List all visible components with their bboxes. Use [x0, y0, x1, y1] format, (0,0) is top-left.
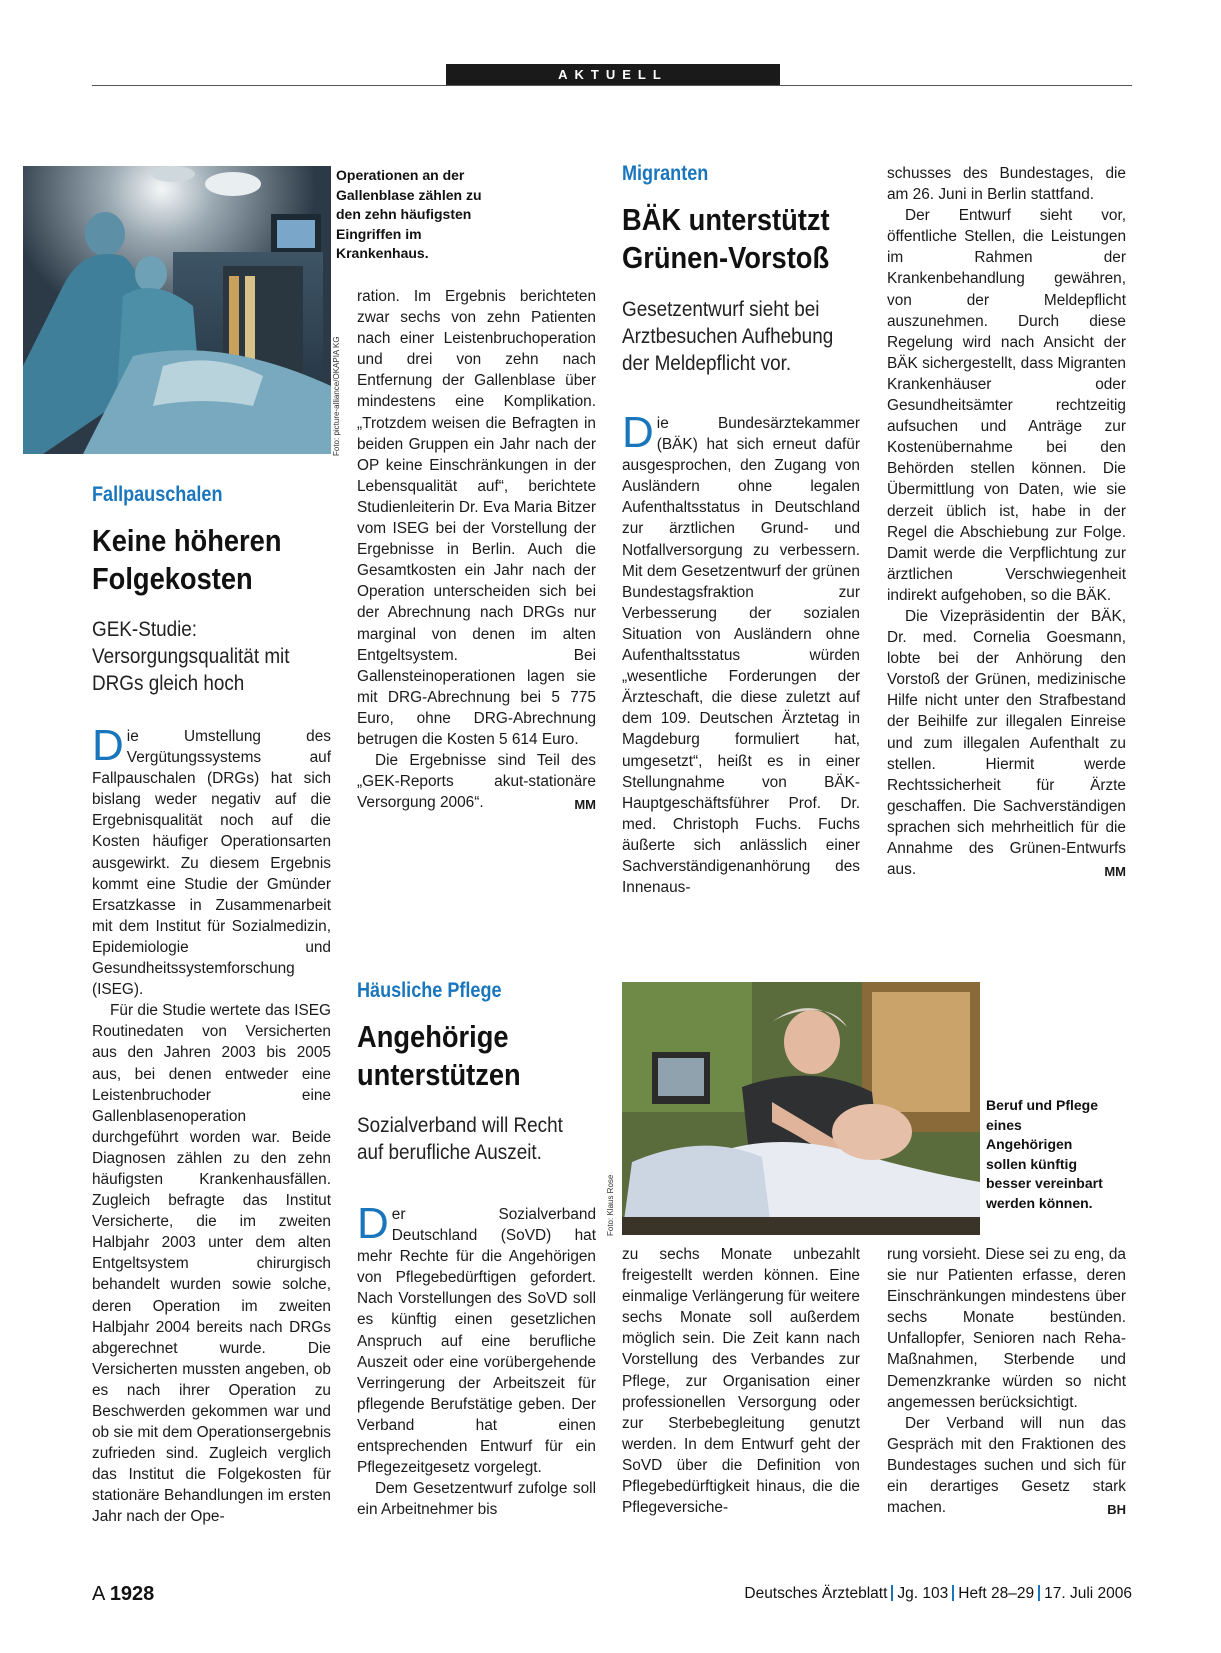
article-column — [622, 408, 860, 898]
footer-separator — [891, 1585, 893, 1601]
subhead: Gesetzentwurf sieht bei Arztbesuchen Aufhebung der Meldepflicht vor. — [622, 298, 834, 375]
article-paragraph: Die Ergebnisse sind Teil des „GEK-Reports akut-stationäre Versorgung 2006“. — [357, 752, 596, 812]
page-number-value: 1928 — [109, 1583, 155, 1605]
article-column — [887, 1244, 1126, 1520]
article-paragraph: schusses des Bundestages, die am 26. Juni in Berlin stattfand. — [887, 165, 1126, 204]
author-signature: MM — [1104, 864, 1126, 880]
headline: Keine höheren Folgekosten — [92, 523, 282, 596]
drop-cap: D — [622, 408, 654, 457]
photo-caption: Operationen an der Gallenblase zählen zu den zehn häufigsten Eingriffen im Krankenhaus. — [336, 167, 482, 261]
drop-cap: D — [92, 721, 124, 770]
subhead: Sozialverband will Recht auf berufliche Auszeit. — [357, 1114, 563, 1164]
article-paragraph: ration. Im Ergebnis berichteten zwar sechs von zehn Patienten nach einer Leistenbruchoperation und drei von zehn nach Entfernung der Gallenblase über mindestens eine Komplikation. „Trotzdem weisen die Befragten in beiden Gruppen ein Jahr nach der OP keine Einschränkungen in der Lebensqualität auf“, berichtete Studienleiterin Dr. Eva Maria Bitzer vom ISEG bei der Vorstellung der Ergebnisse in Berlin. Auch die Gesamtkosten ein Jahr nach der Operation unterscheiden sich bei der Abrechnung nach DRGs nur marginal von denen im alten Entgeltsystem. Bei Gallensteinoperationen lagen sie mit DRG-Abrechnung bei 5 775 Euro, ohne DRG-Abrechnung betrugen die Kosten 5 614 Euro. — [357, 288, 596, 748]
subhead: GEK-Studie: Versorgungsqualität mit DRGs gleich hoch — [92, 618, 290, 695]
section-label: AKTUELL — [446, 64, 780, 86]
article-column — [622, 1244, 860, 1518]
photo-caption: Beruf und Pflege eines Angehörigen sollen künftig besser vereinbart werden können. — [986, 1097, 1103, 1211]
author-signature: BH — [1107, 1502, 1126, 1518]
kicker: Migranten — [622, 162, 709, 185]
headline: Angehörige unterstützen — [357, 1019, 521, 1092]
photo-credit: Foto: Klaus Rose — [606, 1174, 615, 1236]
footer-separator — [952, 1585, 954, 1601]
article-paragraph: ie Umstellung des Vergütungssystems auf Fallpauschalen (DRGs) hat sich bislang weder negativ auf die Ergebnisqualität noch auf die Kosten häufiger Operationsarten ausgewirkt. Zu diesem Ergebnis kommt eine Studie der Gmünder Ersatzkasse in Zusammenarbeit mit dem Institut für Sozialmedizin, Epidemiologie und Gesundheitssystemforschung (ISEG). — [92, 728, 331, 999]
surgery-photo — [23, 166, 331, 454]
drop-cap: D — [357, 1199, 389, 1248]
article-paragraph: er Sozialverband Deutschland (SoVD) hat mehr Rechte für die Angehörigen von Pflegebedürftigen gefordert. Nach Vorstellungen des SoVD soll es künftig einen gesetzlichen Anspruch auf eine berufliche Auszeit oder eine vorübergehende Verringerung der Arbeitszeit für pflegende Berufstätige geben. Der Verband hat einen entsprechenden Entwurf für ein Pflegezeitgesetz vorgelegt. — [357, 1206, 596, 1477]
footer-separator — [1038, 1585, 1040, 1601]
journal-issue: Heft 28–29 — [958, 1585, 1035, 1602]
journal-footer — [744, 1585, 1132, 1603]
journal-date: 17. Juli 2006 — [1044, 1585, 1132, 1602]
article-paragraph: Der Verband will nun das Gespräch mit den Fraktionen des Bundestages suchen und sich für ein derartiges Gesetz stark machen. — [887, 1414, 1126, 1517]
photo-credit: Foto: picture-alliance/OKAPIA KG — [332, 336, 341, 456]
page-number — [92, 1583, 154, 1606]
article-column — [357, 1199, 596, 1520]
journal-name: Deutsches Ärzteblatt — [744, 1585, 888, 1602]
article-paragraph: rung vorsieht. Diese sei zu eng, da sie nur Patienten erfasse, deren Einschränkungen mindestens über sechs Monate bestünden. Unfallopfer, Senioren nach Reha-Maßnahmen, Sterbende und Demenzkranke würden so nicht angemessen berücksichtigt. — [887, 1246, 1126, 1411]
article-paragraph: Dem Gesetzentwurf zufolge soll ein Arbeitnehmer bis — [357, 1480, 596, 1519]
article-paragraph: zu sechs Monate unbezahlt freigestellt werden können. Eine einmalige Verlängerung für weitere sechs Monate soll außerdem möglich sein. Die Zeit kann nach Vorstellung des Verbandes zur Pflege, zur Organisation einer professionellen Versorgung oder zur Sterbebegleitung genutzt werden. In dem Entwurf geht der SoVD über die Definition von Pflegebedürftigkeit hinaus, die die Pflegeversiche- — [622, 1246, 860, 1517]
article-paragraph: Für die Studie wertete das ISEG Routinedaten von Versicherten aus den Jahren 2003 bis 2005 aus, bei denen entweder eine Leistenbruchoder eine Gallenblasenoperation durchgeführt worden war. Beide Diagnosen zählen zu den zehn häufigsten Krankenhausfällen. Zugleich befragte das Institut Versicherte, die im zweiten Halbjahr 2003 unter dem alten Entgeltsystem chirurgisch behandelt wurden sowie solche, deren Operation im zweiten Halbjahr 2004 bereits nach DRGs abgerechnet wurde. Die Versicherten mussten angeben, ob es nach ihrer Operation zu Beschwerden gekommen war und ob sie mit dem Operationsergebnis zufrieden sind. Zugleich verglich das Institut die Folgekosten für stationäre Behandlungen im ersten Jahr nach der Ope- — [92, 1002, 331, 1526]
article-paragraph: Die Vizepräsidentin der BÄK, Dr. med. Cornelia Goesmann, lobte bei der Anhörung den Vorstoß der Grünen, medizinische Hilfe nicht unter den Strafbestand der Beihilfe zur illegalen Einreise und zum illegalen Aufenthalt zu stellen. Hiermit werde Rechtssicherheit für Ärzte geschaffen. Die Sachverständigen sprachen sich mehrheitlich für die Annahme des Grünen-Entwurfs aus. — [887, 607, 1126, 879]
article-column — [92, 721, 331, 1528]
header-rule — [92, 85, 1132, 86]
kicker: Häusliche Pflege — [357, 979, 502, 1002]
headline: BÄK unterstützt Grünen-Vorstoß — [622, 202, 830, 275]
kicker: Fallpauschalen — [92, 483, 223, 506]
article-column — [887, 163, 1126, 882]
article-paragraph: Der Entwurf sieht vor, öffentliche Stellen, die Leistungen im Rahmen der Krankenbehandlung gewähren, von der Meldepflicht auszunehmen. Durch diese Regelung wird nach Ansicht der BÄK sichergestellt, dass Migranten Krankenhäuser oder Gesundheitsämter rechtzeitig aufsuchen und Anträge zur Kostenübernahme bei den Behörden stellen können. Die Übermittlung von Daten, wie sie derzeit üblich ist, habe in der Regel die Abschiebung zur Folge. Damit werde die Verpflichtung zur ärztlichen Verschwiegenheit indirekt aufgehoben, so die BÄK. — [887, 207, 1126, 604]
author-signature: MM — [574, 797, 596, 813]
care-photo — [622, 982, 980, 1235]
page-prefix: A — [92, 1583, 105, 1605]
article-paragraph: ie Bundesärztekammer (BÄK) hat sich erneut dafür ausgesprochen, den Zugang von Ausländern ohne legalen Aufenthaltsstatus in Deutschland zur ärztlichen Grund- und Notfallversorgung zu verbessern. Mit dem Gesetzentwurf der grünen Bundestagsfraktion zur Verbesserung der sozialen Situation von Ausländern ohne Aufenthaltsstatus würden „wesentliche Forderungen der Ärzteschaft, die diese zuletzt auf dem 109. Deutschen Ärztetag in Magdeburg formuliert hat, umgesetzt“, heißt es in einer Stellungnahme von BÄK-Hauptgeschäftsführer Prof. Dr. med. Christoph Fuchs. Fuchs äußerte sich anlässlich einer Sachverständigenanhörung des Innenaus- — [622, 415, 860, 897]
journal-volume: Jg. 103 — [897, 1585, 949, 1602]
article-column — [357, 286, 596, 815]
